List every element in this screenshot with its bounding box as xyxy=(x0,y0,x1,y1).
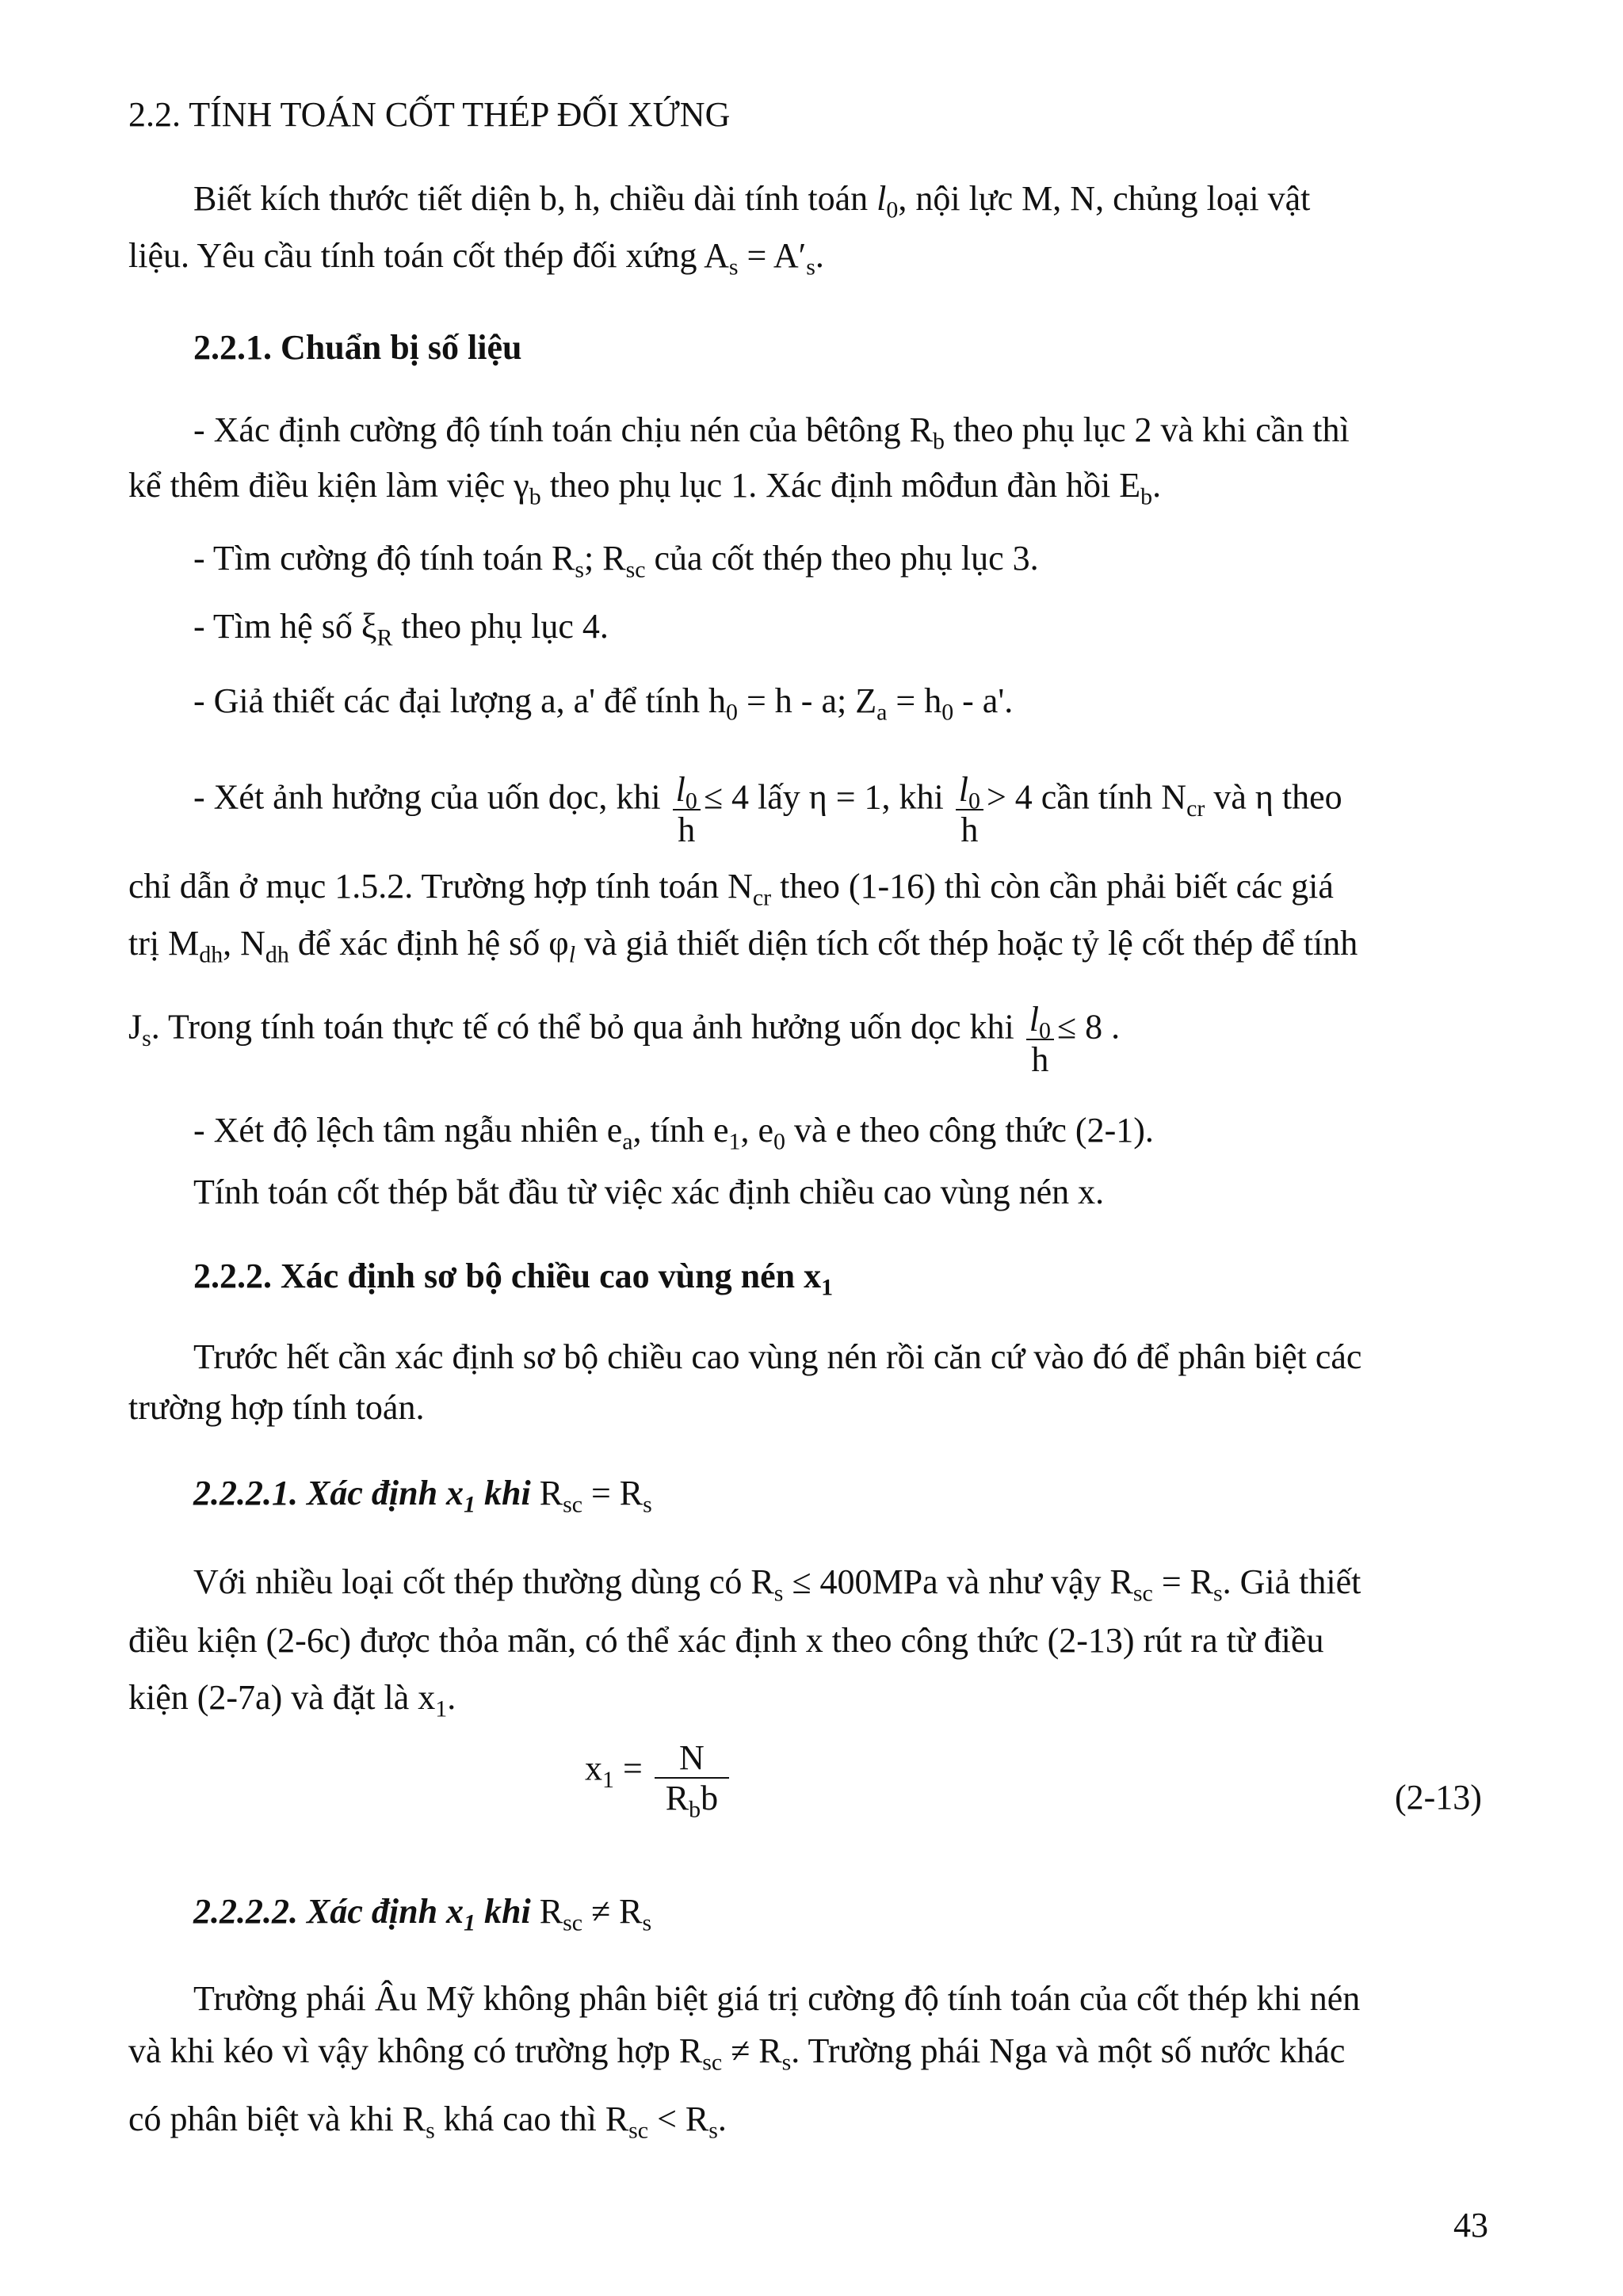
text: . xyxy=(717,2100,727,2138)
text: . Trong tính toán thực tế có thể bỏ qua ảnh hưởng uốn dọc khi xyxy=(151,1007,1014,1047)
text: theo phụ lục 1. Xác định môđun đàn hồi E xyxy=(540,466,1141,505)
heading-text: 2.2.2. Xác định sơ bộ chiều cao vùng nén x xyxy=(193,1257,822,1295)
text: s xyxy=(728,254,739,280)
text: liệu. Yêu cầu tính toán cốt thép đối xứng A xyxy=(128,236,729,275)
text: Với nhiều loại cốt thép thường dùng có R xyxy=(193,1562,774,1601)
text: sc xyxy=(628,2117,649,2144)
text: cr xyxy=(752,884,772,911)
text: ≠ R xyxy=(722,2031,782,2070)
fraction-numerator: N xyxy=(655,1738,729,1779)
text: 0 xyxy=(726,699,738,726)
paragraph-line xyxy=(193,407,1350,455)
fraction-numerator xyxy=(673,770,701,814)
text: l xyxy=(675,770,685,809)
text: = h - a; Z xyxy=(737,681,877,720)
text: l xyxy=(568,941,575,968)
text: s xyxy=(781,2049,792,2076)
text: . Trường phái Nga và một số nước khác xyxy=(791,2031,1346,2070)
text: = R xyxy=(1152,1562,1213,1601)
text: a xyxy=(876,699,888,726)
text: sc xyxy=(563,1909,582,1936)
text: s xyxy=(575,556,585,583)
paragraph-line xyxy=(128,990,1121,1080)
text: và e theo công thức (2-1). xyxy=(785,1111,1154,1150)
text: , tính e xyxy=(632,1111,729,1150)
text: 1 xyxy=(435,1695,448,1722)
paragraph-line xyxy=(193,1169,1104,1215)
text: R xyxy=(665,1779,689,1818)
page-number-text: 43 xyxy=(1453,2206,1488,2245)
text: dh xyxy=(199,941,223,968)
paragraph-line xyxy=(128,2028,1346,2076)
text: s xyxy=(642,1909,652,1936)
fraction-denominator: h xyxy=(960,810,979,850)
text: sc xyxy=(702,2049,723,2076)
text: Trường phái Âu Mỹ không phân biệt giá trị cường độ tính toán của cốt thép khi nén xyxy=(193,1979,1361,2018)
fraction-numerator xyxy=(1026,1000,1054,1044)
text: trị M xyxy=(128,924,200,963)
text: b xyxy=(933,428,945,455)
intro-line-1 xyxy=(193,176,1310,221)
text: R xyxy=(539,1892,563,1931)
text: = R xyxy=(582,1474,643,1512)
text: Biết kích thước tiết diện b, h, chiều dài tính toán xyxy=(193,179,869,218)
text: kể thêm điều kiện làm việc γ xyxy=(128,466,529,505)
paragraph-line xyxy=(193,536,1039,581)
text: của cốt thép theo phụ lục 3. xyxy=(645,539,1039,578)
text: để xác định hệ số φ xyxy=(288,924,569,963)
text: s xyxy=(1213,1580,1223,1607)
text: - Giả thiết các đại lượng a, a' để tính h xyxy=(193,681,727,720)
paragraph-line xyxy=(193,1108,1154,1153)
fraction-numerator xyxy=(956,770,983,814)
paragraph-line xyxy=(128,463,1161,508)
text: khi xyxy=(475,1892,531,1931)
text: l xyxy=(876,179,887,218)
text: = xyxy=(622,1749,643,1788)
fraction xyxy=(956,770,983,850)
paragraph-line xyxy=(128,864,1334,909)
paragraph-line xyxy=(128,1618,1323,1663)
subsection-heading-2-2-1 xyxy=(193,325,521,370)
text: - Xét ảnh hưởng của uốn dọc, khi xyxy=(193,777,661,817)
paragraph-line xyxy=(193,1559,1361,1607)
text: 1 xyxy=(821,1274,834,1301)
heading-text: 2.2.1. Chuẩn bị số liệu xyxy=(193,328,522,367)
section-heading xyxy=(128,92,730,137)
paragraph-line xyxy=(128,2096,727,2142)
fraction xyxy=(673,770,701,850)
section-heading-text: 2.2. TÍNH TOÁN CỐT THÉP ĐỐI XỨNG xyxy=(128,95,731,134)
subsection-heading-2-2-2 xyxy=(193,1253,833,1299)
text: b xyxy=(701,1779,719,1818)
text: s xyxy=(643,1491,652,1518)
text: < R xyxy=(648,2100,709,2138)
text: theo phụ lục 4. xyxy=(392,607,609,646)
paragraph-line xyxy=(128,921,1358,966)
text: 1 xyxy=(728,1128,741,1155)
text: , N xyxy=(223,924,265,963)
text: 0 xyxy=(886,196,899,223)
text: điều kiện (2-6c) được thỏa mãn, có thể xác định x theo công thức (2-13) rút ra từ điều xyxy=(128,1621,1324,1660)
paragraph-line xyxy=(193,1976,1360,2021)
text: ; R xyxy=(584,539,626,578)
text: . xyxy=(1152,466,1162,505)
text: = A′ xyxy=(738,236,807,275)
text: 0 xyxy=(1038,1017,1051,1044)
text: dh xyxy=(265,941,289,968)
text: s xyxy=(708,2117,718,2144)
text: . Giả thiết xyxy=(1222,1562,1361,1601)
text: Trước hết cần xác định sơ bộ chiều cao vùng nén rồi căn cứ vào đó để phân biệt các xyxy=(193,1337,1362,1376)
text: ≤ 4 lấy η = 1, khi xyxy=(703,777,944,817)
fraction-denominator: h xyxy=(1031,1040,1049,1080)
text: . xyxy=(447,1678,456,1717)
text: 0 xyxy=(968,788,980,814)
text: l xyxy=(958,770,969,809)
paragraph-line xyxy=(193,761,1342,850)
text: sc xyxy=(563,1491,582,1518)
paragraph-line xyxy=(128,1385,424,1430)
text: sc xyxy=(625,556,646,583)
page-number xyxy=(1453,2203,1488,2248)
intro-line-2 xyxy=(128,233,824,278)
text: - Tìm hệ số ξ xyxy=(193,607,377,646)
paragraph-line xyxy=(193,1334,1361,1379)
text: và khi kéo vì vậy không có trường hợp R xyxy=(128,2031,703,2070)
text: ≠ R xyxy=(582,1892,643,1931)
text: theo (1-16) thì còn cần phải biết các giá xyxy=(771,867,1334,906)
paragraph-line xyxy=(128,1675,456,1720)
text: có phân biệt và khi R xyxy=(128,2100,426,2138)
text: kiện (2-7a) và đặt là x xyxy=(128,1678,436,1717)
text: 0 xyxy=(941,699,954,726)
text: l xyxy=(1029,1000,1039,1039)
fraction xyxy=(1026,1000,1054,1080)
text: R xyxy=(539,1474,563,1512)
text: và η theo xyxy=(1205,777,1342,817)
fraction-denominator: h xyxy=(678,810,696,850)
text: b xyxy=(1140,483,1153,510)
paragraph-line xyxy=(193,678,1014,726)
text: 1 xyxy=(464,1491,475,1518)
text: ≤ 400MPa và như vậy R xyxy=(783,1562,1133,1601)
text: 1 xyxy=(464,1909,475,1936)
text: - a'. xyxy=(953,681,1014,720)
equation-2-13 xyxy=(585,1732,732,1823)
text: s xyxy=(806,254,815,280)
text: 0 xyxy=(773,1128,785,1155)
text: . xyxy=(815,236,824,275)
text: - Tìm cường độ tính toán R xyxy=(193,539,575,578)
text: R xyxy=(376,624,393,651)
text: b xyxy=(689,1796,701,1823)
text: J xyxy=(128,1007,143,1047)
fraction xyxy=(655,1738,729,1823)
text: theo phụ lục 2 và khi cần thì xyxy=(944,410,1350,449)
text: s xyxy=(773,1580,784,1607)
subsection-heading-2-2-2-1 xyxy=(193,1470,652,1516)
text: cr xyxy=(1186,795,1205,822)
text: 0 xyxy=(685,788,697,814)
text: , nội lực M, N, chủng loại vật xyxy=(898,179,1311,218)
text: 1 xyxy=(602,1766,614,1793)
text: ≤ 8 . xyxy=(1056,1007,1121,1047)
paragraph-line xyxy=(193,604,609,649)
text: - Xác định cường độ tính toán chịu nén của bêtông R xyxy=(193,410,934,449)
text: s xyxy=(142,1024,151,1051)
text: (2-13) xyxy=(1395,1778,1482,1817)
text: , e xyxy=(740,1111,774,1150)
text: > 4 cần tính N xyxy=(986,777,1187,817)
text: và giả thiết diện tích cốt thép hoặc tỷ lệ cốt thép để tính xyxy=(575,924,1358,963)
subsection-heading-2-2-2-2 xyxy=(193,1889,651,1934)
fraction-denominator xyxy=(655,1779,729,1823)
text: chỉ dẫn ở mục 1.5.2. Trường hợp tính toán N xyxy=(128,867,753,906)
text: khá cao thì R xyxy=(434,2100,629,2138)
text: sc xyxy=(1132,1580,1153,1607)
text: Tính toán cốt thép bắt đầu từ việc xác định chiều cao vùng nén x. xyxy=(193,1173,1105,1211)
text: trường hợp tính toán. xyxy=(128,1388,425,1427)
text: = h xyxy=(887,681,942,720)
equation-number xyxy=(1395,1775,1482,1820)
heading-text: 2.2.2.2. Xác định x xyxy=(193,1892,464,1931)
text: - Xét độ lệch tâm ngẫu nhiên e xyxy=(193,1111,623,1150)
text: s xyxy=(426,2117,435,2144)
text: a xyxy=(622,1128,633,1155)
text: khi xyxy=(475,1474,531,1512)
heading-text: 2.2.2.1. Xác định x xyxy=(193,1474,464,1512)
text: b xyxy=(529,483,541,510)
text: x xyxy=(585,1749,602,1788)
